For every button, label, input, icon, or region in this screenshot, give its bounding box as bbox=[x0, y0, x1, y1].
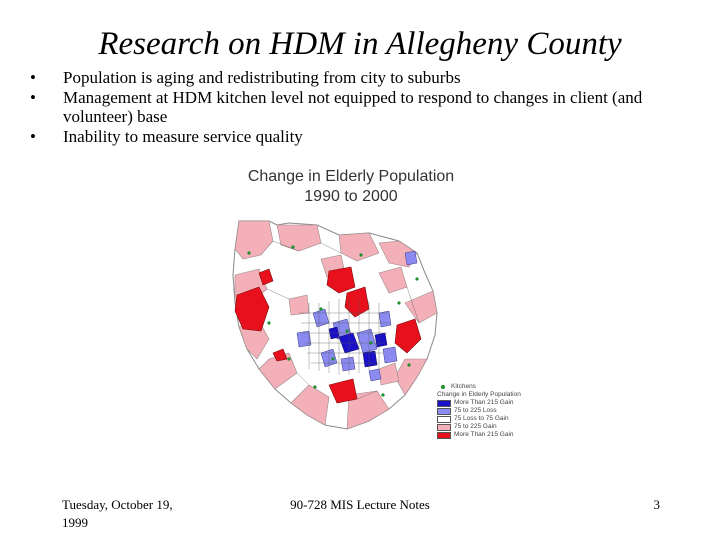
legend-label: More Than 215 Gain bbox=[454, 399, 514, 406]
bullet-list bbox=[30, 68, 700, 147]
legend-heading: Change in Elderly Population bbox=[437, 391, 521, 398]
footer-date bbox=[62, 496, 212, 532]
legend-item bbox=[437, 399, 521, 407]
map-title bbox=[229, 167, 473, 207]
footer-course: 90-728 MIS Lecture Notes bbox=[290, 497, 430, 512]
bullet-item bbox=[30, 68, 700, 87]
legend-item bbox=[437, 431, 521, 439]
legend-item bbox=[437, 423, 521, 431]
legend-swatch bbox=[437, 408, 451, 415]
footer-date-line1: Tuesday, October 19, bbox=[62, 497, 173, 512]
map-title-line1: Change in Elderly Population bbox=[247, 168, 455, 185]
legend-kitchens-row bbox=[437, 383, 521, 391]
slide-title: Research on HDM in Allegheny County bbox=[98, 26, 622, 62]
legend-label: 75 to 225 Gain bbox=[454, 423, 497, 430]
legend-swatch bbox=[437, 432, 451, 439]
bullet-dot: • bbox=[30, 127, 36, 146]
kitchen-marker-icon bbox=[441, 385, 445, 389]
legend-swatch bbox=[437, 400, 451, 407]
bullet-item bbox=[30, 127, 700, 146]
footer-date-line2: 1999 bbox=[62, 515, 88, 530]
legend-swatch bbox=[437, 416, 451, 423]
legend-label: More Than 215 Gain bbox=[454, 431, 514, 438]
footer-page-number: 3 bbox=[653, 497, 660, 512]
legend-item bbox=[437, 415, 521, 423]
legend-swatch bbox=[437, 424, 451, 431]
legend-label: 75 to 225 Loss bbox=[454, 407, 497, 414]
bullet-text: Management at HDM kitchen level not equipped to respond to changes in client (and volunteer) base bbox=[63, 88, 643, 126]
bullet-dot: • bbox=[30, 88, 36, 107]
bullet-item bbox=[30, 88, 700, 126]
population-change-map bbox=[229, 163, 547, 461]
map-title-line2: 1990 to 2000 bbox=[304, 188, 398, 205]
legend-label: 75 Loss to 75 Gain bbox=[454, 415, 509, 422]
legend-item bbox=[437, 407, 521, 415]
legend-kitchens-label: Kitchens bbox=[451, 383, 476, 390]
bullet-text: Population is aging and redistributing from city to suburbs bbox=[63, 68, 461, 87]
map-legend bbox=[437, 383, 521, 439]
bullet-dot: • bbox=[30, 68, 36, 87]
bullet-text: Inability to measure service quality bbox=[63, 127, 303, 146]
